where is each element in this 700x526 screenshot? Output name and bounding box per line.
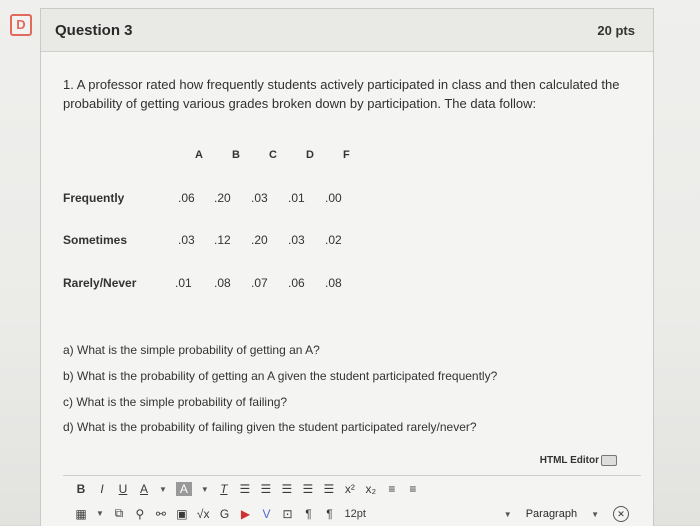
vimeo-icon[interactable]: V (262, 506, 271, 521)
italic-button[interactable]: I (100, 482, 104, 496)
table-cell: .06 (288, 276, 305, 290)
underline-button[interactable]: U (118, 482, 128, 496)
align-left-icon[interactable]: ☰ (239, 482, 251, 496)
ltr-icon[interactable]: ¶ (305, 506, 312, 521)
align-center-icon[interactable]: ☰ (260, 482, 272, 496)
table-cell: .06 (178, 191, 195, 205)
font-color-button[interactable]: A (139, 482, 148, 496)
google-apps-icon[interactable]: G (219, 506, 230, 521)
chevron-down-icon[interactable]: ▼ (159, 484, 167, 494)
column-header-b: B (232, 149, 240, 161)
question-points: 20 pts (597, 22, 635, 38)
rtl-icon[interactable]: ¶ (326, 506, 333, 521)
question-card (40, 8, 654, 526)
subquestion-b: b) What is the probability of getting an A given the student participated frequently? (63, 369, 498, 383)
link-icon[interactable]: ⚲ (135, 506, 145, 521)
chevron-down-icon[interactable]: ▼ (591, 509, 599, 519)
table-cell: .08 (325, 276, 342, 290)
embed-icon[interactable]: ⧉ (114, 506, 124, 520)
question-text: 1. A professor rated how frequently students actively participated in class and then calculated the probability of getting various grades broken down by participation. The data follow: (63, 77, 620, 111)
table-cell: .01 (288, 191, 305, 205)
flag-icon[interactable]: D (10, 14, 32, 36)
rich-text-toolbar (63, 475, 641, 526)
chevron-down-icon[interactable]: ▼ (96, 509, 104, 518)
table-cell: .08 (214, 276, 231, 290)
table-cell: .03 (178, 233, 195, 247)
table-cell: .20 (214, 191, 231, 205)
subquestion-a: a) What is the simple probability of getting an A? (63, 343, 320, 357)
toolbar-row-2 (75, 506, 366, 521)
table-icon[interactable]: ▦ (75, 506, 87, 521)
paragraph-format (504, 506, 629, 522)
table-cell: .03 (251, 191, 268, 205)
unlink-icon[interactable]: ⚯ (155, 506, 166, 521)
table-cell: .00 (325, 191, 342, 205)
bulleted-list-icon[interactable]: ≡ (388, 482, 396, 496)
align-right-icon[interactable]: ☰ (281, 482, 293, 496)
row-label-rarely-never: Rarely/Never (63, 276, 137, 290)
subquestion-c: c) What is the simple probability of failing? (63, 395, 288, 409)
paragraph-select[interactable]: Paragraph (525, 508, 578, 520)
table-cell: .07 (251, 276, 268, 290)
html-editor-label: HTML Editor (539, 455, 599, 467)
row-label-frequently: Frequently (63, 191, 125, 205)
table-cell: .01 (175, 276, 192, 290)
html-editor-link[interactable] (540, 455, 617, 466)
equation-icon[interactable]: √x (196, 506, 210, 521)
column-header-a: A (195, 149, 203, 161)
image-icon[interactable]: ▣ (176, 506, 188, 521)
superscript-button[interactable]: x² (344, 482, 355, 496)
column-header-d: D (306, 149, 314, 161)
indent-icon[interactable]: ☰ (323, 482, 335, 496)
media-icon[interactable]: ⊡ (282, 506, 293, 521)
youtube-icon[interactable]: ▶ (240, 506, 251, 521)
column-header-f: F (343, 149, 350, 161)
table-cell: .20 (251, 233, 268, 247)
row-label-sometimes: Sometimes (63, 233, 128, 247)
highlight-button[interactable]: A (176, 482, 192, 496)
table-cell: .03 (288, 233, 305, 247)
subquestion-d: d) What is the probability of failing given the student participated rarely/never? (63, 420, 477, 434)
question-title: Question 3 (55, 21, 133, 39)
table-cell: .12 (214, 233, 231, 247)
table-cell: .02 (325, 233, 342, 247)
column-header-c: C (269, 149, 277, 161)
subscript-button[interactable]: x₂ (365, 482, 377, 496)
font-size-select[interactable]: 12pt (344, 507, 366, 520)
chevron-down-icon[interactable]: ▼ (503, 509, 512, 519)
accessibility-icon[interactable]: ✕ (613, 506, 629, 522)
toolbar-row-1 (75, 482, 419, 496)
keyboard-icon (601, 455, 617, 466)
align-justify-icon[interactable]: ☰ (302, 482, 314, 496)
bold-button[interactable]: B (76, 482, 86, 496)
question-header (41, 9, 653, 52)
chevron-down-icon[interactable]: ▼ (200, 484, 209, 494)
numbered-list-icon[interactable]: ≡ (409, 482, 417, 496)
clear-formatting-icon[interactable]: T (220, 482, 228, 496)
